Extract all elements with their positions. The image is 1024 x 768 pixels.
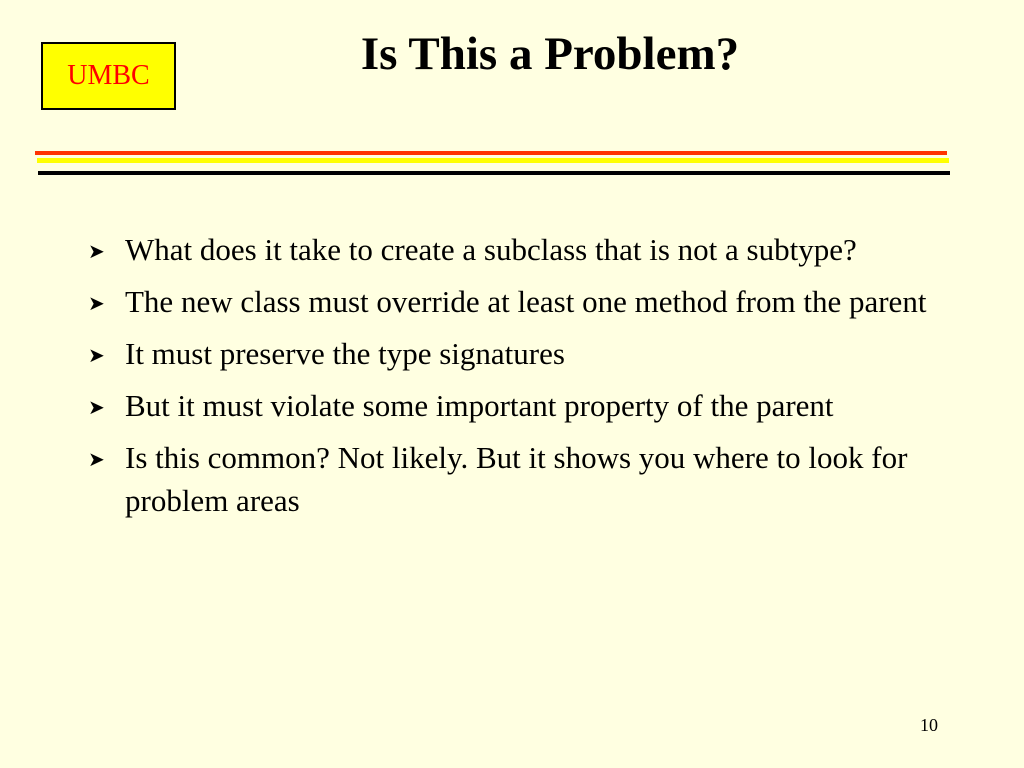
slide-title: Is This a Problem? xyxy=(360,28,740,80)
divider-stripe-red xyxy=(35,151,947,155)
bullet-text: It must preserve the type signatures xyxy=(125,336,565,371)
divider-stripe-yellow xyxy=(37,158,949,163)
page-number: 10 xyxy=(920,715,938,735)
bullet-text: What does it take to create a subclass that is not a subtype? xyxy=(125,232,857,267)
chevron-right-icon: ➤ xyxy=(88,447,105,471)
chevron-right-icon: ➤ xyxy=(88,291,105,315)
umbc-logo xyxy=(41,42,176,110)
bullet-item xyxy=(88,384,948,429)
chevron-right-icon: ➤ xyxy=(88,343,105,367)
bullet-list xyxy=(88,228,948,529)
bullet-text: Is this common? Not likely. But it shows you where to look for problem areas xyxy=(125,440,908,518)
bullet-item xyxy=(88,228,948,273)
divider-stripe-black xyxy=(38,171,950,175)
bullet-item xyxy=(88,280,948,325)
logo-text: UMBC xyxy=(67,60,150,91)
bullet-item xyxy=(88,436,948,522)
chevron-right-icon: ➤ xyxy=(88,395,105,419)
chevron-right-icon: ➤ xyxy=(88,239,105,263)
bullet-text: The new class must override at least one method from the parent xyxy=(125,284,927,319)
bullet-item xyxy=(88,332,948,377)
bullet-text: But it must violate some important property of the parent xyxy=(125,388,834,423)
